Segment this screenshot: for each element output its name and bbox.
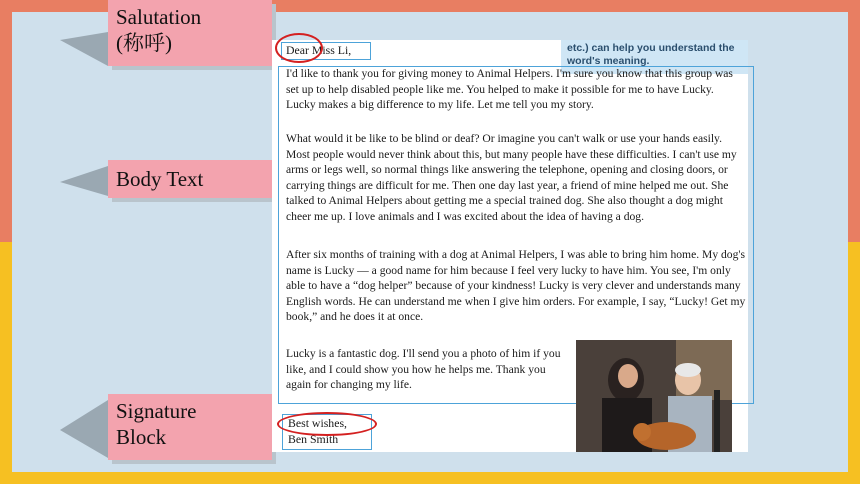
letter-salutation: Dear Miss Li, xyxy=(286,43,352,57)
signature-block-label: Signature Block xyxy=(108,394,272,460)
letter-paragraph-4: Lucky is a fantastic dog. I'll send you a photo of him if you like, and I could show you how he helps me. Thank you again for changing my life. xyxy=(286,347,561,392)
letter-closing: Best wishes, xyxy=(288,416,347,430)
letter-signature-name: Ben Smith xyxy=(288,432,339,446)
salutation-highlight-oval xyxy=(275,33,323,63)
signature-callout-tail xyxy=(60,400,108,458)
letter-paragraph-1: I'd like to thank you for giving money to Animal Helpers. I'm sure you know that this group was set up to help disabled people like me. You helped to make it possible for me to have Lucky. Lucky makes a big difference to my life. Let me tell you my story. xyxy=(286,67,733,112)
body-text-label: Body Text xyxy=(108,160,272,198)
photo-man-with-dog xyxy=(576,340,732,452)
body-callout-tail xyxy=(60,166,108,196)
letter-paragraph-2: What would it be like to be blind or deaf? Or imagine you can't walk or use your hands easily. Most people would never think about this, but many people have these difficulties. I can't use my arms or legs well, so normal things like answering the telephone, opening and closing doors, or carrying things are difficult for me. Then one day last year, a friend of mine helped me out. She talked to Animal Helpers about getting me a special trained dog. She also thought a dog might cheer me up. I love animals and I was excited about the idea of having a dog. xyxy=(286,132,737,223)
salutation-label: Salutation (称呼) xyxy=(108,0,272,66)
reading-tip-box: etc.) can help you understand the word's meaning. xyxy=(561,40,748,74)
closing-highlight-oval xyxy=(277,412,377,436)
salutation-callout-tail xyxy=(60,32,108,66)
letter-paragraph-3: After six months of training with a dog at Animal Helpers, I was able to bring him home. My dog's name is Lucky — a good name for him because I feel very lucky to have him. You see, I'm only able to have a “dog helper” because of your kindness! Lucky is very clever and understands many English words. He can understand me when I give him orders. For example, I say, “Lucky! Get my book,” and he does it at once. xyxy=(286,248,746,324)
